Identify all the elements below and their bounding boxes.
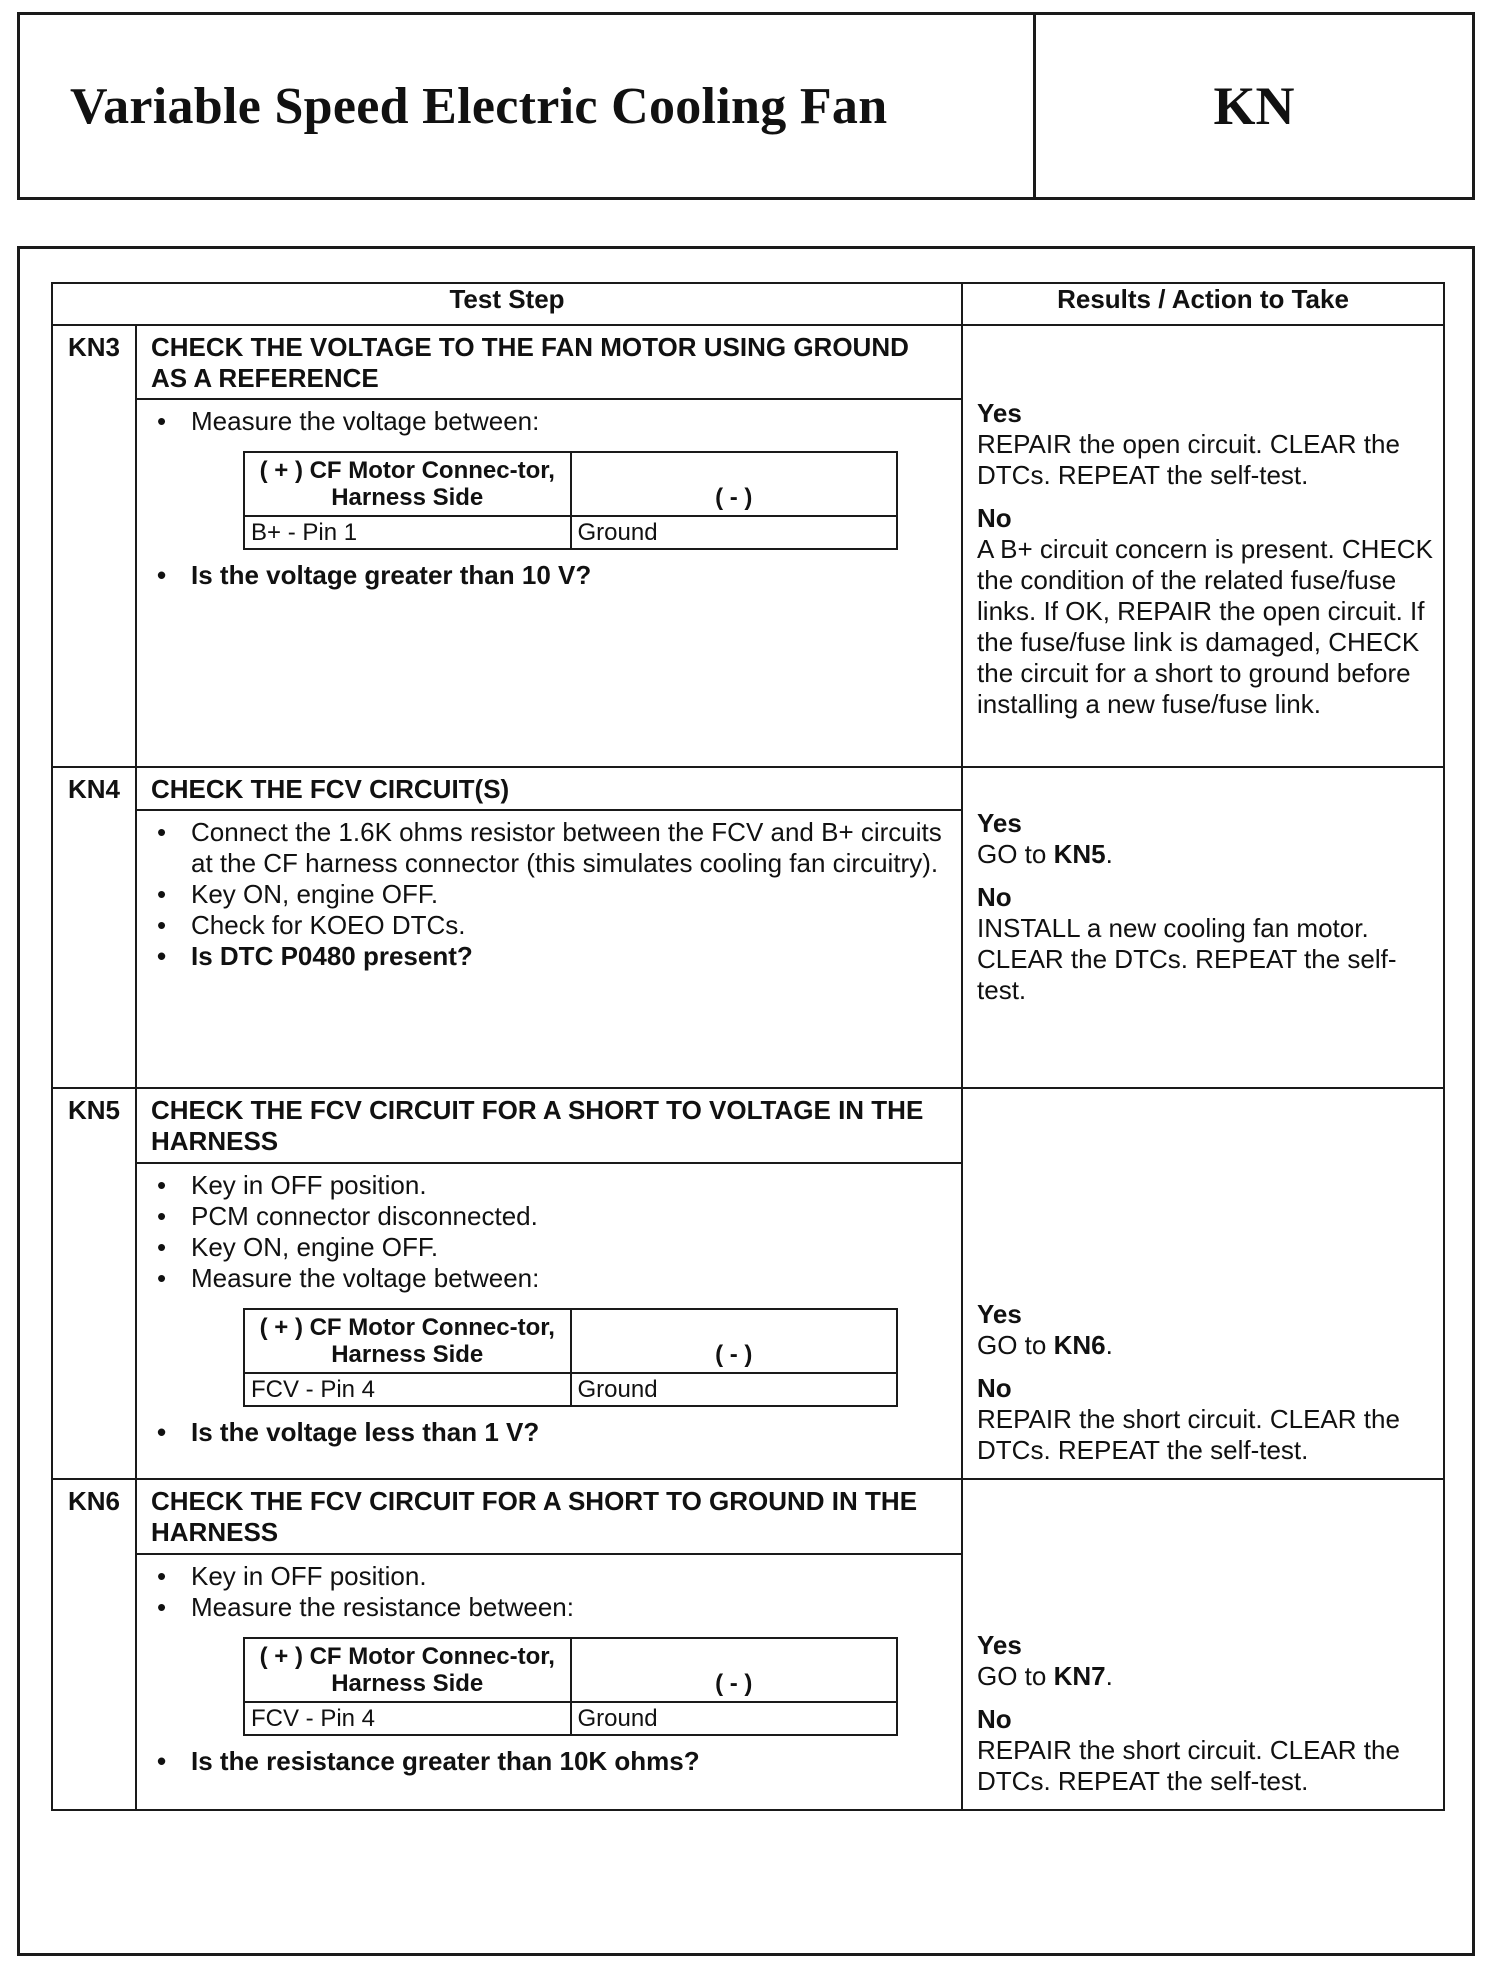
step-result [962, 1088, 1444, 1479]
step-title: CHECK THE FCV CIRCUIT FOR A SHORT TO VOLTAGE IN THE HARNESS [136, 1088, 962, 1163]
step-question: • Is DTC P0480 present? [151, 941, 951, 972]
section-code: KN [1213, 76, 1295, 136]
minus-header: ( - ) [571, 1309, 898, 1373]
yes-action: REPAIR the open circuit. CLEAR the DTCs. REPEAT the self-test. [977, 429, 1400, 490]
plus-value: B+ - Pin 1 [244, 516, 571, 549]
step-title: CHECK THE FCV CIRCUIT(S) [136, 767, 962, 810]
step-body [136, 810, 962, 1088]
yes-text: GO to [977, 1661, 1047, 1691]
list-item: • Key in OFF position. [151, 1170, 951, 1201]
minus-value: Ground [571, 516, 898, 549]
test-step-column-header: Test Step [52, 283, 962, 325]
step-result [962, 767, 1444, 1088]
step-id: KN3 [52, 325, 136, 767]
no-action: REPAIR the short circuit. CLEAR the DTCs. REPEAT the self-test. [977, 1735, 1400, 1796]
yes-action: GO to KN6. [977, 1330, 1113, 1360]
measurement-table [243, 451, 898, 550]
step-question: • Is the voltage less than 1 V? [151, 1417, 951, 1448]
plus-header: ( + ) CF Motor Connec-tor, Harness Side [244, 452, 571, 516]
yes-label: Yes [977, 808, 1022, 838]
next-step-link[interactable]: KN5 [1053, 839, 1106, 869]
step-body [136, 399, 962, 767]
yes-text: GO to [977, 1330, 1047, 1360]
list-item: • Key ON, engine OFF. [151, 1232, 951, 1263]
no-label: No [977, 1373, 1012, 1403]
no-action: A B+ circuit concern is present. CHECK the condition of the related fuse/fuse links. If OK, REPAIR the open circuit. If the fuse/fuse link is damaged, CHECK the circuit for a short to ground before installing a new fuse/fuse link. [977, 534, 1433, 719]
plus-header: ( + ) CF Motor Connec-tor, Harness Side [244, 1309, 571, 1373]
list-item: • PCM connector disconnected. [151, 1201, 951, 1232]
step-kn5-title-row [52, 1088, 1444, 1163]
no-action: INSTALL a new cooling fan motor. CLEAR the DTCs. REPEAT the self-test. [977, 913, 1397, 1005]
yes-text: GO to [977, 839, 1047, 869]
yes-action: GO to KN5. [977, 839, 1113, 869]
yes-label: Yes [977, 398, 1022, 428]
minus-value: Ground [571, 1702, 898, 1735]
step-result [962, 1479, 1444, 1810]
no-label: No [977, 503, 1012, 533]
list-item: • Measure the voltage between: [151, 1263, 951, 1294]
page-header [17, 12, 1475, 200]
step-id: KN6 [52, 1479, 136, 1810]
step-body [136, 1163, 962, 1479]
step-kn4-title-row [52, 767, 1444, 810]
step-title: CHECK THE FCV CIRCUIT FOR A SHORT TO GROUND IN THE HARNESS [136, 1479, 962, 1554]
page-title: Variable Speed Electric Cooling Fan [20, 15, 1036, 197]
no-action: REPAIR the short circuit. CLEAR the DTCs. REPEAT the self-test. [977, 1404, 1400, 1465]
plus-value: FCV - Pin 4 [244, 1373, 571, 1406]
yes-label: Yes [977, 1299, 1022, 1329]
minus-header: ( - ) [571, 1638, 898, 1702]
step-title: CHECK THE VOLTAGE TO THE FAN MOTOR USING GROUND AS A REFERENCE [136, 325, 962, 399]
test-step-table [51, 282, 1445, 1811]
step-question: • Is the voltage greater than 10 V? [151, 560, 951, 591]
step-kn6-title-row [52, 1479, 1444, 1554]
next-step-link[interactable]: KN6 [1053, 1330, 1106, 1360]
measurement-table [243, 1308, 898, 1407]
step-body [136, 1554, 962, 1810]
next-step-link[interactable]: KN7 [1053, 1661, 1106, 1691]
list-item: • Key in OFF position. [151, 1561, 951, 1592]
step-id: KN4 [52, 767, 136, 1088]
no-label: No [977, 882, 1012, 912]
minus-header: ( - ) [571, 452, 898, 516]
measurement-table [243, 1637, 898, 1736]
step-id: KN5 [52, 1088, 136, 1479]
results-column-header: Results / Action to Take [962, 283, 1444, 325]
list-item: • Measure the voltage between: [151, 406, 951, 437]
yes-action: GO to KN7. [977, 1661, 1113, 1691]
no-label: No [977, 1704, 1012, 1734]
table-header-row [52, 283, 1444, 325]
minus-value: Ground [571, 1373, 898, 1406]
step-kn3-title-row [52, 325, 1444, 399]
list-item: • Key ON, engine OFF. [151, 879, 951, 910]
list-item: • Check for KOEO DTCs. [151, 910, 951, 941]
step-result [962, 325, 1444, 767]
plus-header: ( + ) CF Motor Connec-tor, Harness Side [244, 1638, 571, 1702]
yes-label: Yes [977, 1630, 1022, 1660]
step-question: • Is the resistance greater than 10K ohms? [151, 1746, 951, 1777]
plus-value: FCV - Pin 4 [244, 1702, 571, 1735]
list-item: • Measure the resistance between: [151, 1592, 951, 1623]
list-item: • Connect the 1.6K ohms resistor between the FCV and B+ circuits at the CF harness connector (this simulates cooling fan circuitry). [151, 817, 951, 879]
